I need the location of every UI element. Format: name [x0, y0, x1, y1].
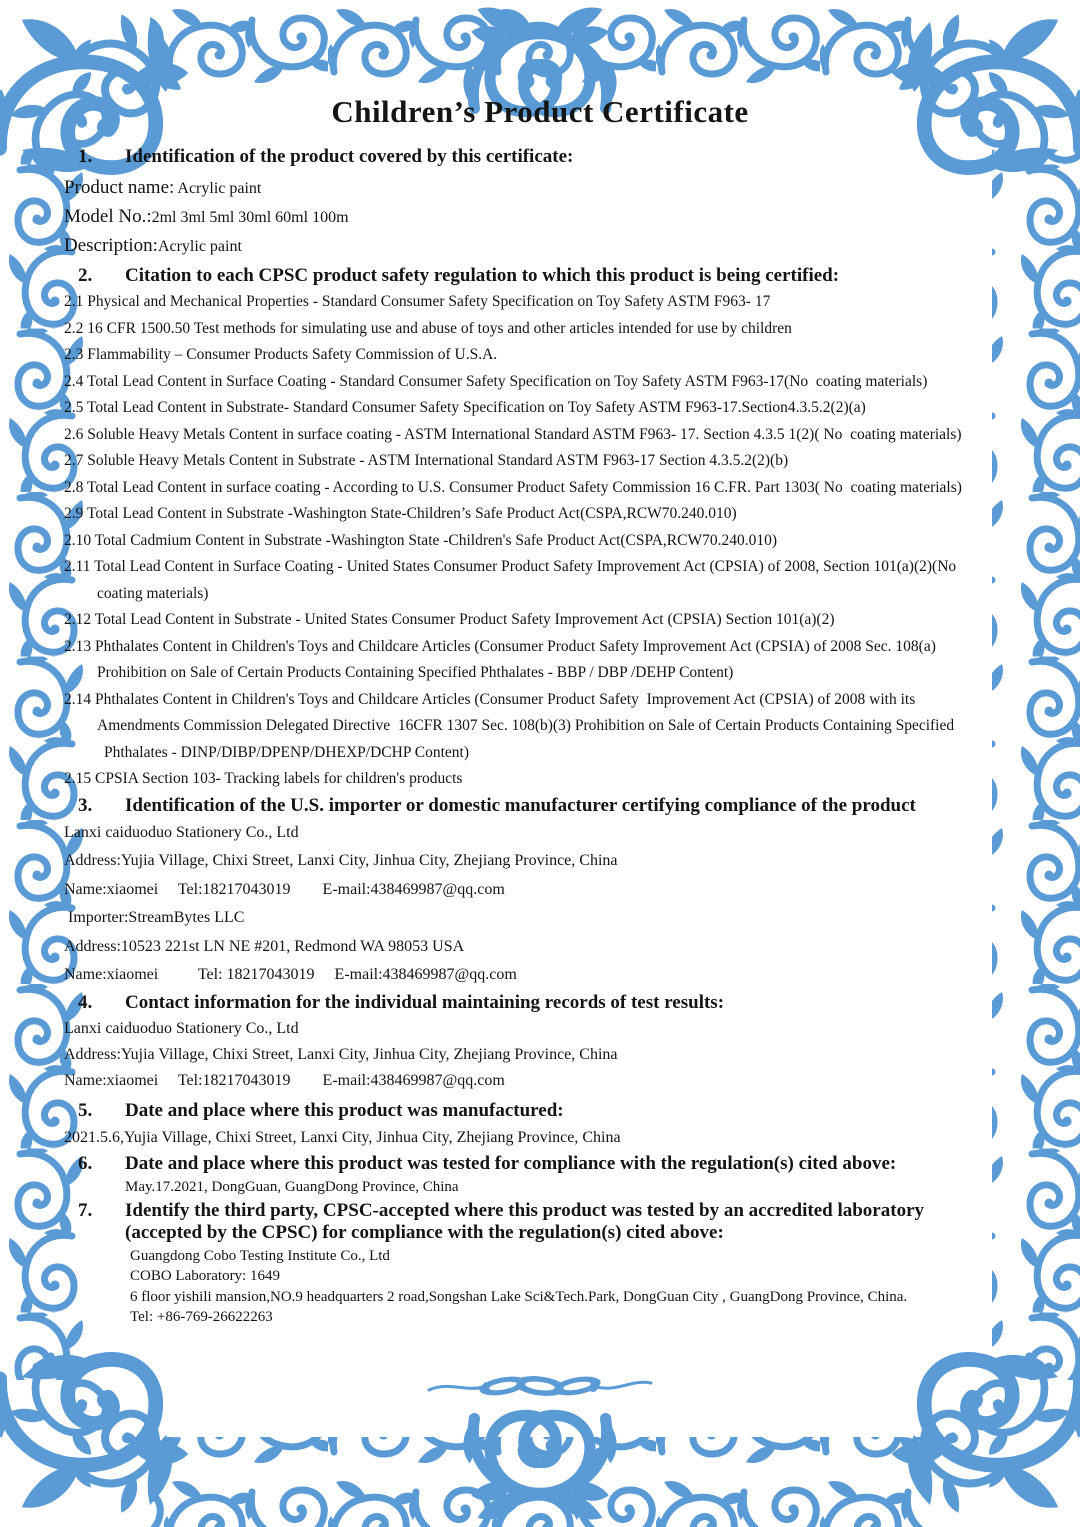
reg-line-continuation: coating materials) [97, 584, 209, 602]
page-title: Children’s Product Certificate [331, 94, 749, 129]
section-6-heading-text: Date and place where this product was tested for compliance with the regulation(s) cited above: [125, 1152, 897, 1174]
section-3-heading-text: Identification of the U.S. importer or domestic manufacturer certifying compliance of the product [125, 794, 916, 816]
reg-line: 2.5 Total Lead Content in Substrate- Standard Consumer Safety Specification on Toy Safety ASTM F963-17.Section4.3.5.2(2)(a) [64, 399, 866, 416]
reg-line: 2.15 CPSIA Section 103- Tracking labels for children's products [64, 770, 463, 787]
flourish-divider-icon [425, 1368, 655, 1404]
model-no-line [64, 203, 1018, 232]
info-line: 6 floor yishili mansion,NO.9 headquarters 2 road,Songshan Lake Sci&Tech.Park, DongGuan City , GuangDong Province, China. [130, 1288, 908, 1305]
reg-line: 2.4 Total Lead Content in Surface Coating - Standard Consumer Safety Specification on Toy Safety ASTM F963-17(No coating materials) [64, 372, 928, 390]
section-5-heading [62, 1098, 1018, 1124]
section-7-heading [62, 1200, 1018, 1244]
reg-line-continuation: Amendments Commission Delegated Directive 16CFR 1307 Sec. 108(b)(3) Prohibition on Sale of Certain Products Containing Specified [97, 717, 955, 734]
product-name-label: Product name: [64, 177, 175, 198]
info-line: Guangdong Cobo Testing Institute Co., Ltd [130, 1247, 390, 1264]
info-line: Lanxi caiduoduo Stationery Co., Ltd [64, 1019, 299, 1037]
description-label: Description: [64, 235, 158, 256]
reg-line: 2.2 16 CFR 1500.50 Test methods for simulating use and abuse of toys and other articles intended for use by children [64, 319, 792, 337]
section-5-number: 5. [78, 1099, 93, 1121]
reg-line: 2.12 Total Lead Content in Substrate - United States Consumer Product Safety Improvement Act (CPSIA) Section 101(a)(2) [64, 611, 835, 628]
info-line: COBO Laboratory: 1649 [130, 1268, 280, 1284]
section-2-heading-text: Citation to each CPSC product safety regulation to which this product is being certified: [125, 265, 840, 286]
reg-line: 2.9 Total Lead Content in Substrate -Washington State-Children’s Safe Product Act(CSPA,RCW70.240.010) [64, 505, 737, 522]
product-name-line [64, 174, 1018, 203]
reg-line: 2.7 Soluble Heavy Metals Content in Substrate - ASTM International Standard ASTM F963-17 Section 4.3.5.2(2)(b) [64, 452, 789, 469]
info-line: Address:Yujia Village, Chixi Street, Lanxi City, Jinhua City, Zhejiang Province, China [64, 1045, 618, 1063]
reg-line: 2.13 Phthalates Content in Children's Toys and Childcare Articles (Consumer Product Safety Improvement Act (CPSIA) of 2008 Sec. 108(a) [64, 637, 936, 655]
model-no-label: Model No.: [64, 206, 152, 227]
regulation-list [64, 289, 1018, 793]
test-date-place: May.17.2021, DongGuan, GuangDong Province, China [125, 1178, 459, 1195]
section-3-number: 3. [78, 794, 93, 816]
manufacture-date-place: 2021.5.6,Yujia Village, Chixi Street, Lanxi City, Jinhua City, Zhejiang Province, China [64, 1128, 621, 1146]
product-name-value: Acrylic paint [174, 180, 262, 197]
section-1-heading-text: Identification of the product covered by this certificate: [125, 146, 574, 167]
certificate-body [62, 0, 1018, 1328]
section-7-heading-line2: (accepted by the CPSC) for compliance with the regulation(s) cited above: [125, 1221, 724, 1243]
section-5-heading-text: Date and place where this product was manufactured: [125, 1099, 564, 1121]
section-4-heading-text: Contact information for the individual maintaining records of test results: [125, 991, 725, 1013]
section-7-number: 7. [78, 1199, 93, 1221]
info-line: Lanxi caiduoduo Stationery Co., Ltd [64, 823, 299, 841]
reg-line: 2.8 Total Lead Content in surface coating - According to U.S. Consumer Product Safety Commission 16 C.FR. Part 1303( No coating materials) [64, 478, 962, 496]
laboratory-info [62, 1246, 1018, 1328]
section-1-number: 1. [78, 146, 93, 167]
reg-line: 2.6 Soluble Heavy Metals Content in surface coating - ASTM International Standard ASTM F963- 17. Section 4.3.5 1(2)( No coating materials) [64, 425, 962, 443]
manufacturer-info [62, 819, 1018, 990]
info-line: Name:xiaomei Tel: 18217043019 E-mail:438469987@qq.com [64, 966, 517, 983]
section-4-heading [62, 990, 1018, 1016]
section-1-heading [62, 144, 1018, 170]
reg-line: 2.11 Total Lead Content in Surface Coating - United States Consumer Product Safety Improvement Act (CPSIA) of 2008, Section 101(a)(2)(No [64, 558, 957, 575]
model-no-value: 2ml 3ml 5ml 30ml 60ml 100m [151, 209, 349, 226]
info-line: Name:xiaomei Tel:18217043019 E-mail:438469987@qq.com [64, 1071, 505, 1089]
section-7-heading-line1: Identify the third party, CPSC-accepted where this product was tested by an accredited laboratory [125, 1199, 925, 1221]
section-2-heading [62, 263, 1018, 289]
section-7-heading-text [125, 1200, 1018, 1244]
section-4-number: 4. [78, 991, 93, 1013]
info-line: Importer:StreamBytes LLC [64, 909, 245, 926]
info-line: Address:10523 221st LN NE #201, Redmond WA 98053 USA [64, 937, 465, 955]
reg-line: 2.10 Total Cadmium Content in Substrate -Washington State -Children's Safe Product Act(CSPA,RCW70.240.010) [64, 531, 777, 549]
info-line: Tel: +86-769-26622263 [130, 1309, 273, 1325]
info-line: Address:Yujia Village, Chixi Street, Lanxi City, Jinhua City, Zhejiang Province, China [64, 852, 618, 869]
reg-line-continuation: Prohibition on Sale of Certain Products Containing Specified Phthalates - BBP / DBP /DEHP Content) [97, 664, 734, 681]
section-6-heading [62, 1151, 1018, 1177]
description-line [64, 232, 1018, 261]
section-6-number: 6. [78, 1152, 93, 1174]
section-3-heading [62, 793, 1018, 819]
reg-line: 2.14 Phthalates Content in Children's Toys and Childcare Articles (Consumer Product Safety Improvement Act (CPSIA) of 2008 with its [64, 690, 916, 708]
section-2-number: 2. [78, 265, 93, 286]
reg-line: 2.3 Flammability – Consumer Products Safety Commission of U.S.A. [64, 346, 498, 363]
description-value: Acrylic paint [157, 238, 242, 255]
reg-line: 2.1 Physical and Mechanical Properties - Standard Consumer Safety Specification on Toy Safety ASTM F963- 17 [64, 293, 771, 310]
info-line: Name:xiaomei Tel:18217043019 E-mail:438469987@qq.com [64, 880, 505, 898]
reg-line-continuation: Phthalates - DINP/DIBP/DPENP/DHEXP/DCHP Content) [104, 743, 469, 761]
records-contact-info [62, 1016, 1018, 1094]
